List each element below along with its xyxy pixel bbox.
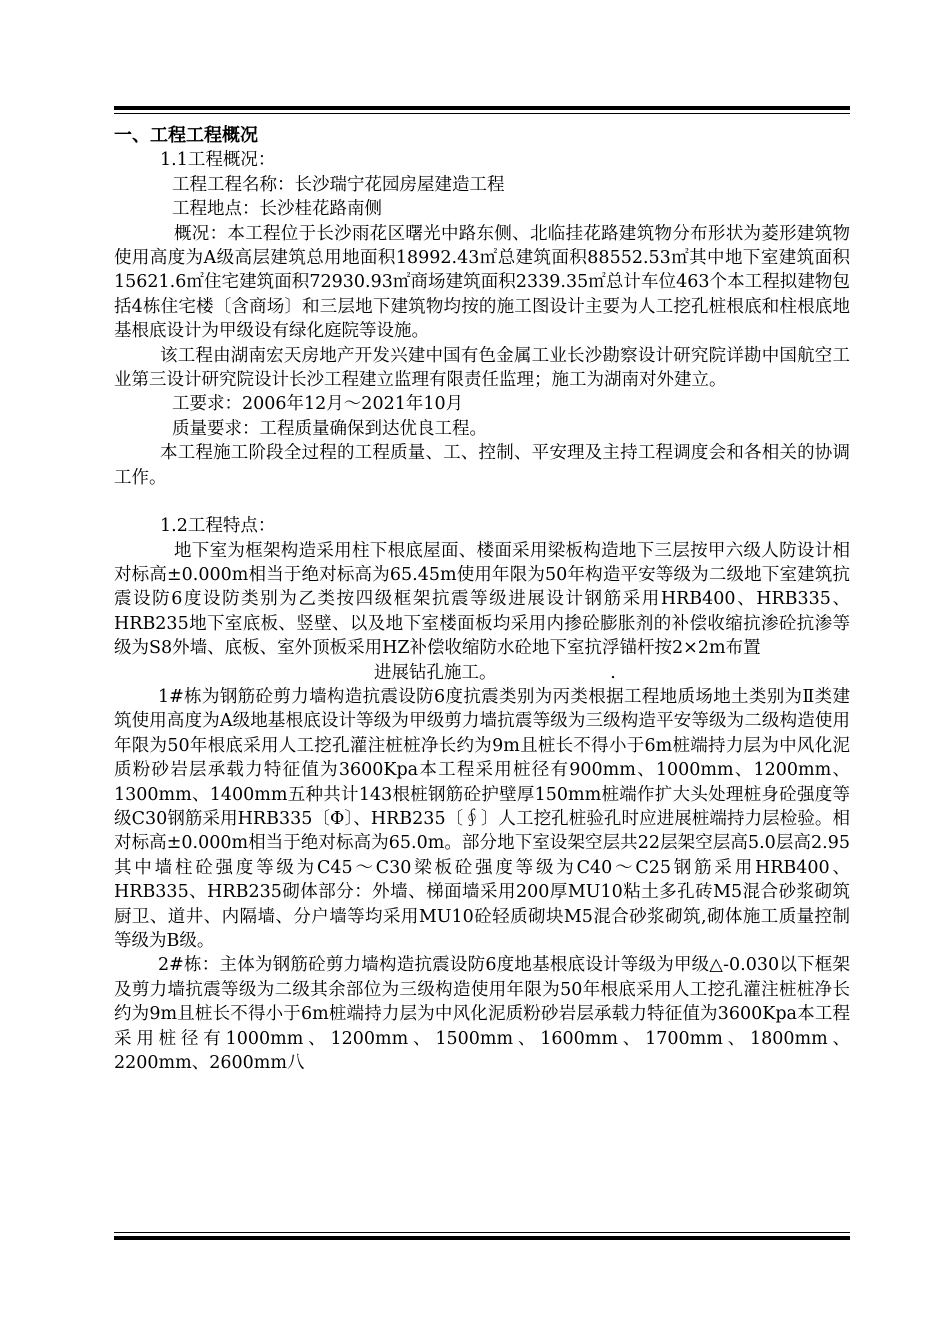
basement-paragraph: 地下室为框架构造采用柱下根底屋面、楼面采用梁板构造地下三层按甲六级人防设计相对标高±0.000m相当于绝对标高为65.45m使用年限为50年构造平安等级为二级地下室建筑抗震设防6度设防类别为乙类按四级框架抗震等级进展设计钢筋采用HRB400、HRB335、HRB235地下室底板、竖壁、以及地下室楼面板均采用内掺砼膨胀剂的补偿收缩抗渗砼抗渗等级为S8外墙、底板、室外顶板采用HZ补偿收缩防水砼地下室抗浮锚杆按2×2m布置	[114, 540, 850, 659]
building-1-paragraph: 1#栋为钢筋砼剪力墙构造抗震设防6度抗震类别为丙类根据工程地质场地土类别为Ⅱ类建筑使用高度为A级地基根底设计等级为甲级剪力墙抗震等级为三级构造平安等级为二级构造使用年限为50年根底采用人工挖孔灌注桩桩净长约为9m且桩长不得小于6m桩端持力层为中风化泥质粉砂岩层承载力特征值为3600Kpa本工程采用桩径有900mm、1000mm、1200mm、1300mm、1400mm五种共计143根桩钢筋砼护壁厚150mm桩端作扩大头处理桩身砼强度等级C30钢筋采用HRB335〔Φ〕、HRB235〔∮〕人工挖孔桩验孔时应进展桩端持力层检验。相对标高±0.000m相当于绝对标高为65.0m。部分地下室设架空层共22层架空层高5.0层高2.95其中墙柱砼强度等级为C45～C30梁板砼强度等级为C40～C25钢筋采用HRB400、HRB335、HRB235砌体部分：外墙、梯面墙采用200厚MU10粘土多孔砖M5混合砂浆砌筑厨卫、道井、内隔墙、分户墙等均采用MU10砼轻质砌块M5混合砂浆砌筑,砌体施工质量控制等级为B级。	[114, 686, 850, 951]
footer-rule-thin	[114, 1232, 850, 1233]
schedule-line: 工要求：2006年12月～2021年10月	[172, 394, 464, 415]
footer-rule-thick	[114, 1236, 850, 1240]
section-title: 一、工程工程概况	[114, 125, 258, 146]
building-2-paragraph: 2#栋：主体为钢筋砼剪力墙构造抗震设防6度地基根底设计等级为甲级△-0.030以下框架及剪力墙抗震等级为二级其余部位为三级构造使用年限为50年根底采用人工挖孔灌注桩桩净长约为9m且桩长不得小于6m桩端持力层为中风化泥质粉砂岩层承载力特征值为3600Kpa本工程采用桩径有1000mm、1200mm、1500mm、1600mm、1700mm、1800mm、2200mm、2600mm八	[114, 955, 850, 1074]
document-body	[114, 124, 850, 1075]
subsection-1-1: 1.1工程概况：	[160, 150, 276, 171]
project-name: 工程工程名称：长沙瑞宁花园房屋建造工程	[172, 174, 505, 195]
header-rule-thick	[114, 106, 850, 110]
scope-paragraph: 本工程施工阶段全过程的工程质量、工、控制、平安理及主持工程调度会和各相关的协调工作。	[114, 443, 850, 488]
basement-paragraph-tail: 进展钻孔施工。 .	[374, 662, 616, 683]
header-rule-thin	[114, 113, 850, 114]
overview-paragraph: 概况：本工程位于长沙雨花区曙光中路东侧、北临挂花路建筑物分布形状为菱形建筑物使用高度为A级高层建筑总用地面积18992.43㎡总建筑面积88552.53㎡其中地下室建筑面积15621.6㎡住宅建筑面积72930.93㎡商场建筑面积2339.35㎡总计车位463个本工程拟建物包括4栋住宅楼〔含商场〕和三层地下建筑物均按的施工图设计主要为人工挖孔桩根底和柱根底地基根底设计为甲级设有绿化庭院等设施。	[114, 223, 850, 342]
quality-line: 质量要求：工程质量确保到达优良工程。	[172, 418, 487, 439]
spacer	[114, 490, 850, 514]
project-location: 工程地点：长沙桂花路南侧	[172, 199, 382, 220]
parties-paragraph: 该工程由湖南宏天房地产开发兴建中国有色金属工业长沙勘察设计研究院详勘中国航空工业第三设计研究院设计长沙工程建立监理有限责任监理；施工为湖南对外建立。	[114, 345, 850, 391]
subsection-1-2: 1.2工程特点：	[160, 516, 276, 537]
